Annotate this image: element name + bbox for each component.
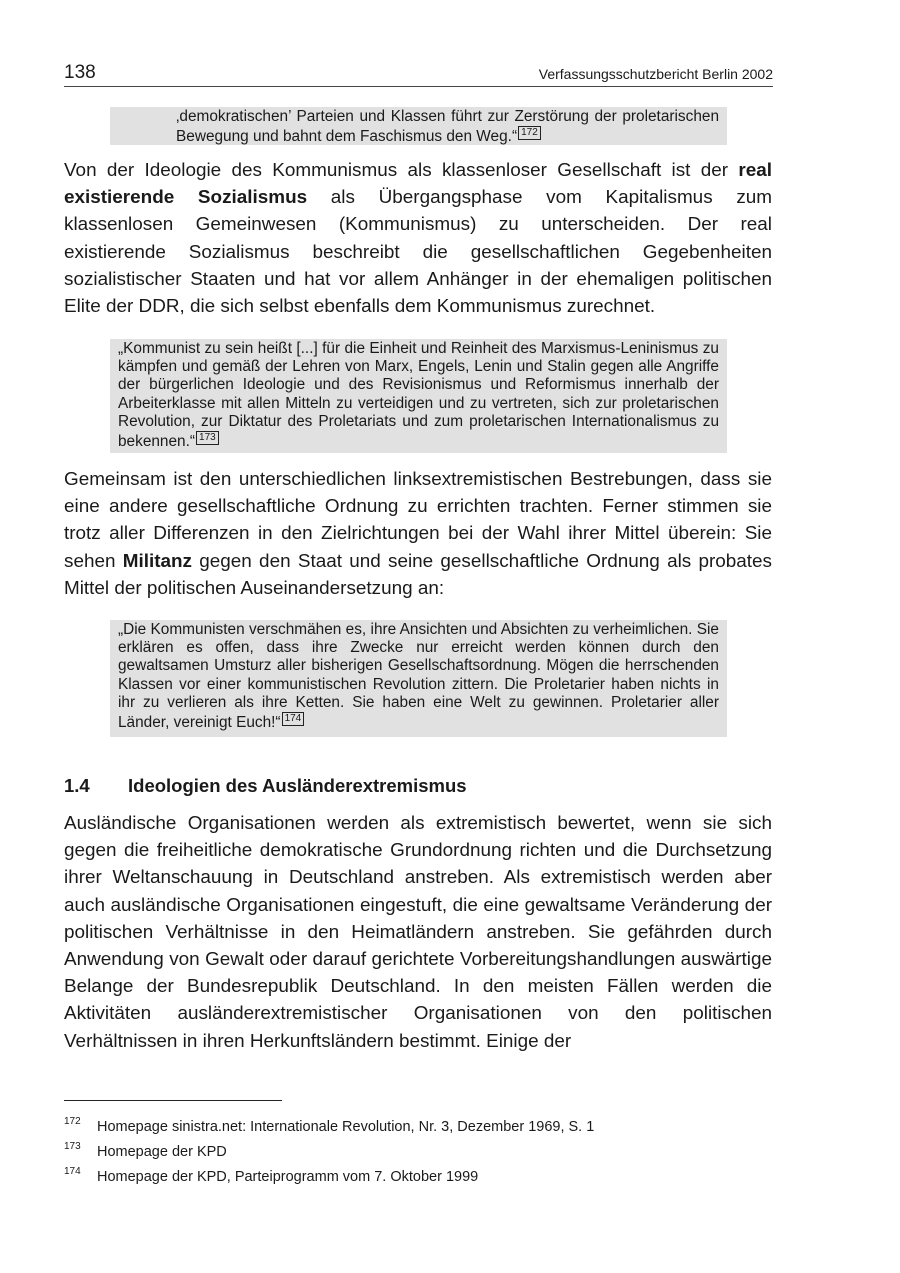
quote-block-172 — [110, 107, 727, 145]
paragraph-text: Von der Ideologie des Kommunismus als klassenloser Gesellschaft ist der — [64, 160, 739, 181]
footnote-text: Homepage der KPD — [97, 1144, 227, 1160]
page-header — [64, 62, 773, 87]
quote-block-173 — [110, 339, 727, 453]
paragraph-text: gegen den Staat und seine gesellschaftliche Ordnung als probates Mittel der politischen Auseinandersetzung an: — [64, 550, 772, 599]
page-number: 138 — [64, 62, 96, 83]
paragraph-text: Gemeinsam ist den unterschiedlichen linksextremistischen Bestrebungen, dass sie eine andere gesellschaftliche Ordnung zu errichten trachten. Ferner stimmen sie trotz aller Differenzen in den Zielrichtungen bei der Wahl ihrer Mittel überein: Sie sehen — [64, 469, 772, 572]
quote-block-174 — [110, 620, 727, 737]
running-title: Verfassungsschutzbericht Berlin 2002 — [538, 66, 773, 82]
section-heading — [64, 774, 772, 798]
paragraph-militancy — [64, 466, 772, 602]
footnote-number: 174 — [64, 1166, 81, 1177]
footnote-ref-172[interactable]: 172 — [518, 126, 541, 140]
paragraph-real-socialism — [64, 157, 772, 320]
quote-text: „Die Kommunisten verschmähen es, ihre Ansichten und Absichten zu verheimlichen. Sie erklären es offen, dass ihre Zwecke nur erreicht werden können durch den gewaltsamen Umsturz aller bisherigen Gesellschaftsordnung. Mögen die herrschenden Klassen vor einer kommunistischen Revolution zittern. Die Proletarier haben nichts in ihr zu verlieren als ihre Ketten. Sie haben eine Welt zu gewinnen. Proletarier aller Länder, vereinigt Euch!“ — [118, 621, 719, 732]
footnote-text: Homepage der KPD, Parteiprogramm vom 7. Oktober 1999 — [97, 1169, 479, 1185]
footnote-text: Homepage sinistra.net: Internationale Revolution, Nr. 3, Dezember 1969, S. 1 — [97, 1119, 595, 1135]
footnote-number: 172 — [64, 1116, 81, 1127]
section-number: 1.4 — [64, 775, 90, 796]
section-title: Ideologien des Ausländerextremismus — [128, 775, 467, 796]
footnote-divider — [64, 1100, 282, 1101]
bold-term-real-socialism: real existierende Sozialismus — [64, 160, 772, 209]
bold-term-militancy: Militanz — [122, 550, 192, 572]
paragraph-foreign-extremism: Ausländische Organisationen werden als extremistisch bewertet, wenn sie sich gegen die freiheitliche demokratische Grundordnung richten und die Durchsetzung ihrer Weltanschauung in Deutschland anstreben. Als extremistisch werden aber auch ausländische Organisationen eingestuft, die eine gewaltsame Veränderung der politischen Verhältnisse in den Heimatländern anstreben. Sie gefährden durch Anwendung von Gewalt oder darauf gerichtete Vorbereitungshandlungen auswärtige Belange der Bundesrepublik Deutschland. In den meisten Fällen werden die Aktivitäten ausländerextremistischer Organisationen von den politischen Verhältnissen in ihren Herkunftsländern bestimmt. Einige der — [64, 813, 772, 1052]
quote-text: ‚demokratischen’ Parteien und Klassen führt zur Zerstörung der proletarischen Bewegung und bahnt dem Faschismus den Weg.“ — [176, 108, 719, 146]
quote-text: „Kommunist zu sein heißt [...] für die Einheit und Reinheit des Marxismus-Leninismus zu kämpfen und gemäß der Lehren von Marx, Engels, Lenin und Stalin gegen alle Angriffe der bürgerlichen Ideologie und des Revisionismus und Reformismus innerhalb der Arbeiterklasse mit allen Mitteln zu verteidigen und zu vertreten, sich zur proletarischen Revolution, zur Diktatur des Proletariats und zum proletarischen Internationalismus zu bekennen.“ — [118, 340, 719, 451]
footnote-number: 173 — [64, 1141, 81, 1152]
footnote-ref-174[interactable]: 174 — [282, 712, 305, 726]
paragraph-text: als Übergangsphase vom Kapitalismus zum klassenlosen Gemeinwesen (Kommunismus) zu unterscheiden. Der real existierende Sozialismus beschreibt die gesellschaftlichen Gegebenheiten sozialistischer Staaten und hat vor allem Anhänger in der ehemaligen politischen Elite der DDR, die sich selbst ebenfalls dem Kommunismus zurechnet. — [64, 187, 772, 318]
footnote-ref-173[interactable]: 173 — [196, 431, 219, 445]
